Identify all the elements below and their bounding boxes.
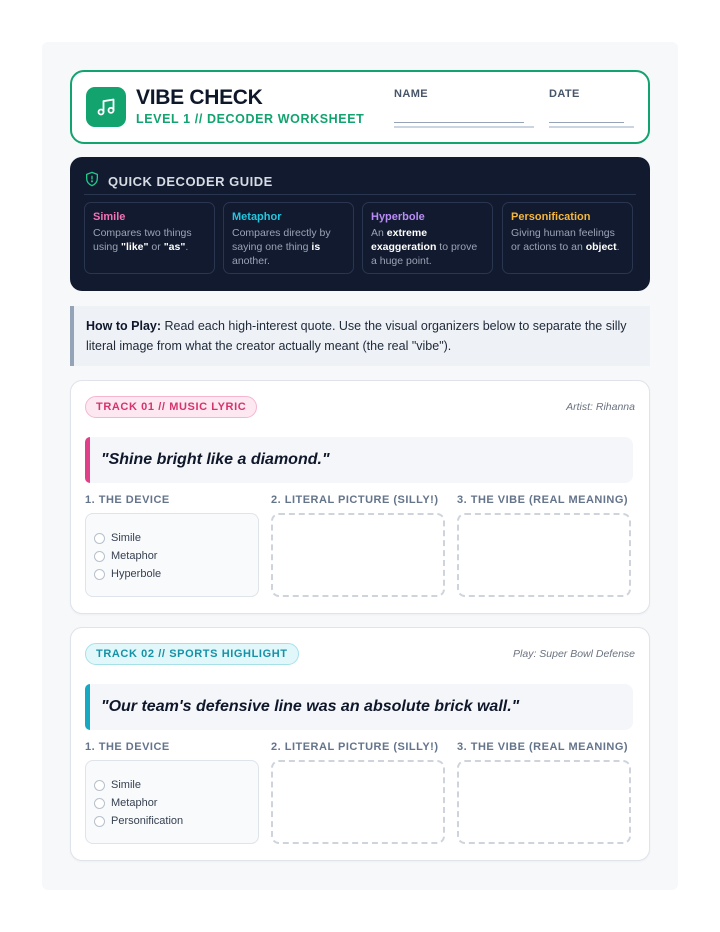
guide-divider xyxy=(84,194,636,195)
how-to-play xyxy=(70,306,650,366)
track-badge: TRACK 02 // SPORTS HIGHLIGHT xyxy=(85,643,299,665)
device-option[interactable]: Simile xyxy=(94,529,258,547)
device-option[interactable]: Hyperbole xyxy=(94,565,258,583)
guide-card-personification xyxy=(502,202,633,274)
guide-card-hyperbole xyxy=(362,202,493,274)
guide-card-metaphor xyxy=(223,202,354,274)
quote-accent-bar xyxy=(85,684,90,730)
literal-picture-box[interactable] xyxy=(271,513,445,597)
device-option[interactable]: Simile xyxy=(94,776,258,794)
device-options xyxy=(85,513,259,597)
radio-button[interactable] xyxy=(94,816,105,827)
guide-card-simile xyxy=(84,202,215,274)
worksheet-subtitle: LEVEL 1 // DECODER WORKSHEET xyxy=(136,112,365,126)
literal-column-label: 2. LITERAL PICTURE (SILLY!) xyxy=(271,741,439,753)
vibe-meaning-box[interactable] xyxy=(457,513,631,597)
guide-card-title: Hyperbole xyxy=(371,211,425,223)
decoder-guide xyxy=(70,157,650,291)
shield-icon xyxy=(84,171,100,192)
how-to-play-text: Read each high-interest quote. Use the visual organizers below to separate the silly literal image from what the creator actually meant (the real "vibe"). xyxy=(86,319,627,353)
device-column-label: 1. THE DEVICE xyxy=(85,494,170,506)
name-field[interactable] xyxy=(394,126,534,128)
radio-button[interactable] xyxy=(94,533,105,544)
date-field[interactable] xyxy=(549,126,634,128)
device-option[interactable]: Personification xyxy=(94,812,258,830)
literal-column-label: 2. LITERAL PICTURE (SILLY!) xyxy=(271,494,439,506)
music-note-icon xyxy=(86,87,126,127)
track-credit: Play: Super Bowl Defense xyxy=(513,648,635,660)
track-quote xyxy=(85,437,633,483)
guide-card-desc: Giving human feelings or actions to an object. xyxy=(511,227,620,253)
guide-card-desc: Compares directly by saying one thing is another. xyxy=(232,227,331,267)
vibe-column-label: 3. THE VIBE (REAL MEANING) xyxy=(457,494,629,506)
quote-accent-bar xyxy=(85,437,90,483)
device-option[interactable]: Metaphor xyxy=(94,547,258,565)
track-card xyxy=(70,380,650,614)
radio-button[interactable] xyxy=(94,551,105,562)
literal-picture-box[interactable] xyxy=(271,760,445,844)
name-label: NAME xyxy=(394,88,428,100)
worksheet-page xyxy=(42,42,678,890)
quote-text: "Shine bright like a diamond." xyxy=(101,451,330,468)
device-column-label: 1. THE DEVICE xyxy=(85,741,170,753)
radio-button[interactable] xyxy=(94,569,105,580)
track-quote xyxy=(85,684,633,730)
radio-button[interactable] xyxy=(94,798,105,809)
device-options xyxy=(85,760,259,844)
track-credit: Artist: Rihanna xyxy=(566,401,635,413)
radio-button[interactable] xyxy=(94,780,105,791)
guide-card-desc: An extreme exaggeration to prove a huge point. xyxy=(371,227,478,267)
track-badge: TRACK 01 // MUSIC LYRIC xyxy=(85,396,257,418)
guide-card-desc: Compares two things using "like" or "as". xyxy=(93,227,192,253)
how-to-play-label: How to Play: xyxy=(86,319,162,333)
vibe-meaning-box[interactable] xyxy=(457,760,631,844)
device-option[interactable]: Metaphor xyxy=(94,794,258,812)
guide-card-title: Personification xyxy=(511,211,591,223)
worksheet-title: VIBE CHECK xyxy=(136,86,263,109)
guide-card-title: Metaphor xyxy=(232,211,282,223)
guide-title: QUICK DECODER GUIDE xyxy=(108,174,273,189)
guide-card-title: Simile xyxy=(93,211,126,223)
track-card xyxy=(70,627,650,861)
vibe-column-label: 3. THE VIBE (REAL MEANING) xyxy=(457,741,629,753)
date-label: DATE xyxy=(549,88,580,100)
quote-text: "Our team's defensive line was an absolute brick wall." xyxy=(101,698,520,715)
worksheet-header xyxy=(70,70,650,144)
